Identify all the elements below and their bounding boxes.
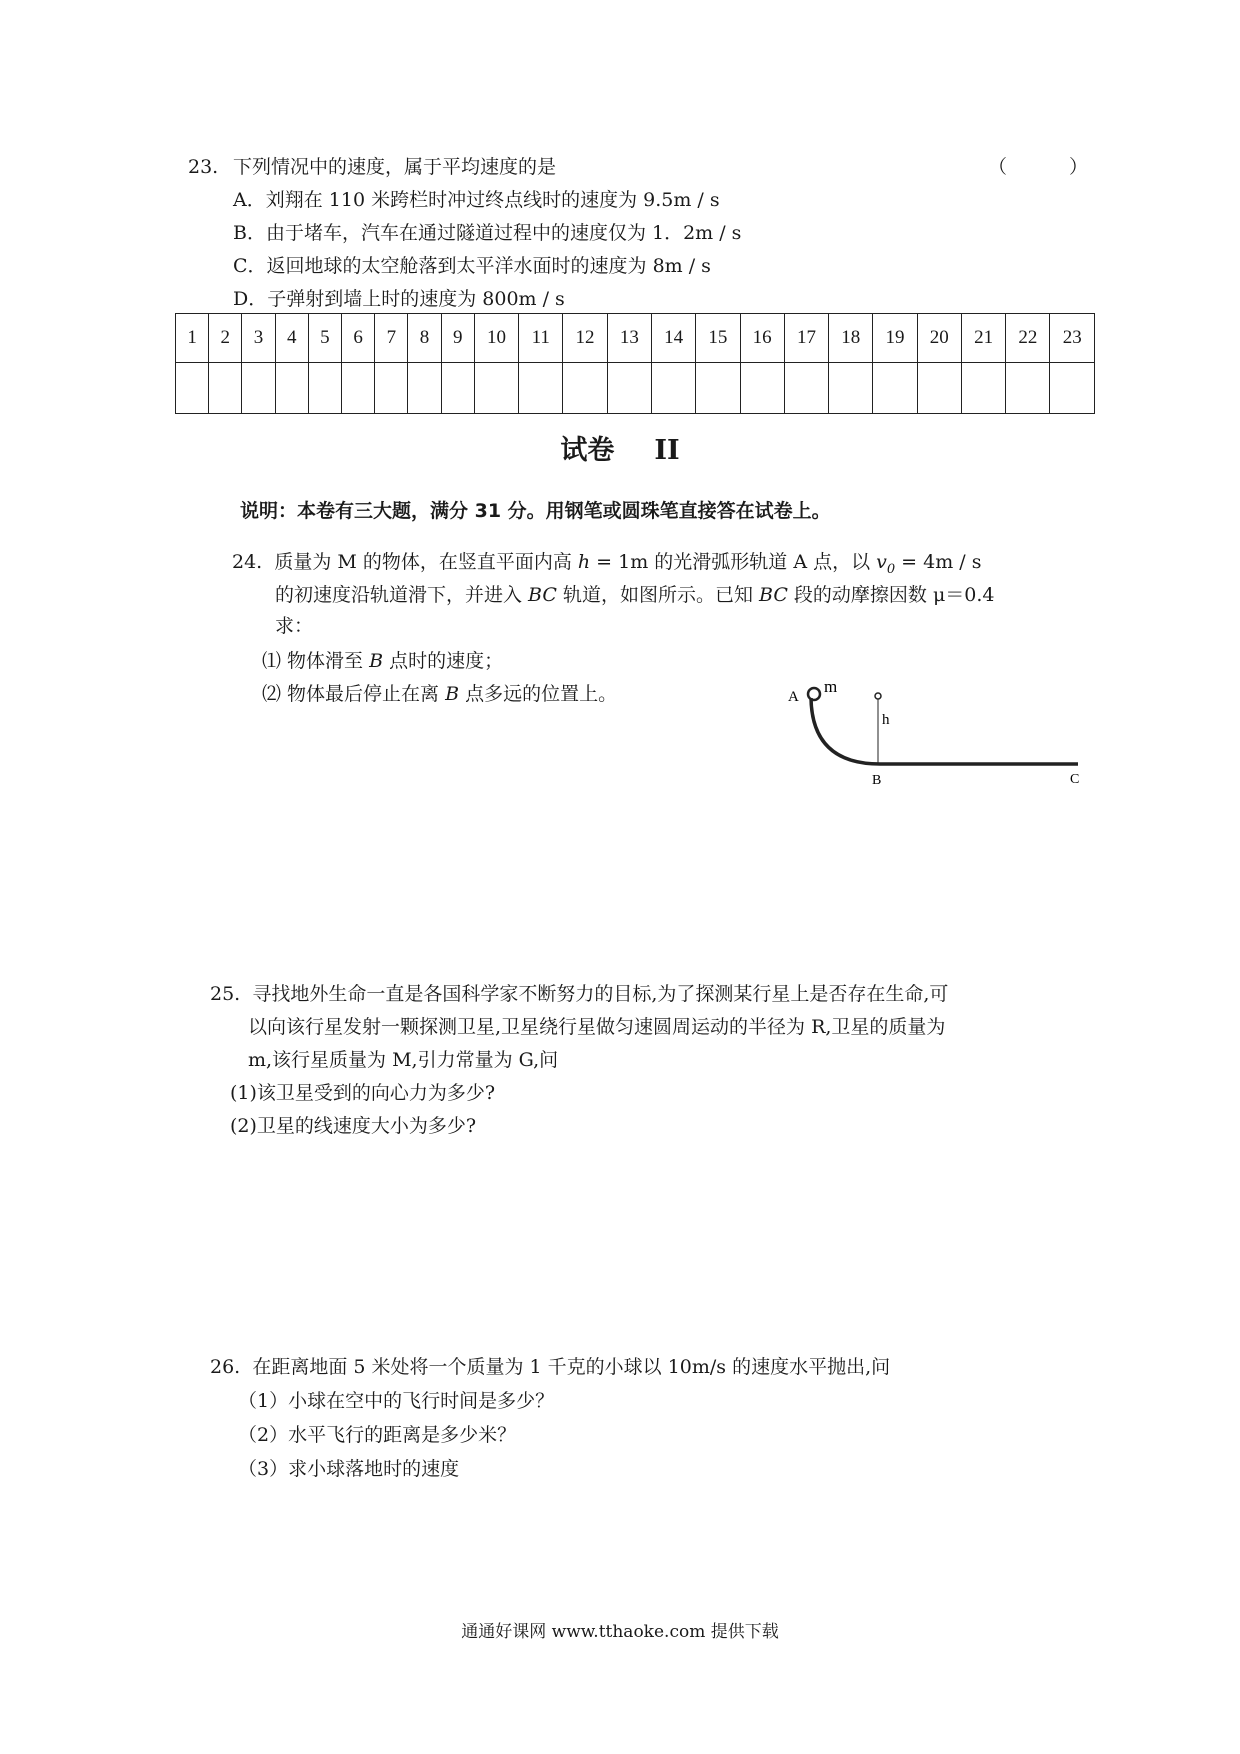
answer-cell[interactable] [651,363,695,414]
answer-cell[interactable] [696,363,740,414]
answer-cell[interactable] [176,363,209,414]
section-note-label: 说明： [240,500,298,522]
q25-line3: m,该行星质量为 M,引力常量为 G,问 [248,1049,559,1071]
answer-table-header-cell: 11 [519,314,563,363]
answer-table-header-cell: 22 [1006,314,1050,363]
q26-sub1: （1）小球在空中的飞行时间是多少？ [238,1390,555,1412]
section-title-text: 试卷 [560,435,615,466]
mass-ball-icon [808,688,820,700]
answer-table-header-cell: 14 [651,314,695,363]
q25-sub1: (1)该卫星受到的向心力为多少? [230,1082,496,1104]
q24-text: 段的动摩擦因数 μ＝0.4 [787,584,995,606]
section-title-roman: II [654,435,680,466]
answer-table-header-cell: 19 [873,314,917,363]
q23-number: 23. [188,156,219,178]
q26-stem: 在距离地面 5 米处将一个质量为 1 千克的小球以 10m/s 的速度水平抛出,问 [252,1356,891,1378]
answer-table-header-cell: 7 [375,314,408,363]
answer-cell[interactable] [784,363,828,414]
answer-table-header-cell: 18 [829,314,873,363]
answer-table [175,313,1095,414]
q24-var-bc: BC [528,584,557,606]
answer-table-header-cell: 12 [563,314,607,363]
answer-cell[interactable] [740,363,784,414]
curved-track [811,698,880,764]
q24-var-v: v [876,551,887,573]
answer-cell[interactable] [408,363,441,414]
q23-option-b: B．由于堵车，汽车在通过隧道过程中的速度仅为 1．2m / s [233,222,742,244]
answer-table-header-cell: 1 [176,314,209,363]
answer-table-header-cell: 13 [607,314,651,363]
answer-table-header-cell: 16 [740,314,784,363]
q26-line1 [210,1356,890,1379]
q23-option-c: C．返回地球的太空舱落到太平洋水面时的速度为 8m / s [233,255,711,277]
answer-cell[interactable] [519,363,563,414]
answer-table-header-cell: 10 [474,314,518,363]
q24-var-v-sub: 0 [886,561,896,577]
answer-cell[interactable] [242,363,275,414]
answer-cell[interactable] [308,363,341,414]
q23-option-d: D．子弹射到墙上时的速度为 800m / s [233,288,565,310]
q24-line3: 求： [275,615,314,637]
q24-text: ⑴ 物体滑至 [262,650,370,672]
answer-table-header-cell: 5 [308,314,341,363]
q24-text: = 4m / s [895,551,982,573]
q24-sub1 [262,650,503,673]
answer-cell[interactable] [961,363,1005,414]
q24-text: 的初速度沿轨道滑下，并进入 [275,584,529,606]
q26-sub3: （3）求小球落地时的速度 [238,1458,460,1480]
answer-table-header-cell: 8 [408,314,441,363]
q26-number: 26. [210,1356,241,1378]
label-c: C [1070,772,1080,787]
height-marker-icon [875,693,881,699]
q24-text: 轨道，如图所示。已知 [556,584,759,606]
q23-option-a: A．刘翔在 110 米跨栏时冲过终点线时的速度为 9.5m / s [233,189,720,211]
track-diagram [780,668,1100,798]
answer-table-header-cell: 15 [696,314,740,363]
answer-table-header-cell: 21 [961,314,1005,363]
q26-sub2: （2）水平飞行的距离是多少米？ [238,1424,517,1446]
answer-cell[interactable] [1050,363,1095,414]
label-h: h [882,712,890,728]
label-b: B [872,773,882,788]
section-title [0,428,1240,467]
answer-table-header-cell: 3 [242,314,275,363]
answer-table-answer-row [176,363,1095,414]
answer-cell[interactable] [563,363,607,414]
answer-cell[interactable] [275,363,308,414]
answer-cell[interactable] [1006,363,1050,414]
q23-answer-bracket: （ ） [988,156,1117,178]
section-note [240,500,831,523]
q24-text: 点时的速度； [383,650,504,672]
label-m: m [824,677,838,696]
answer-cell[interactable] [342,363,375,414]
answer-cell[interactable] [917,363,961,414]
answer-table-header-cell: 4 [275,314,308,363]
answer-cell[interactable] [829,363,873,414]
answer-table-header-cell: 17 [784,314,828,363]
q25-text: 寻找地外生命一直是各国科学家不断努力的目标,为了探测某行星上是否存在生命,可 [252,983,949,1005]
label-a: A [788,689,799,705]
q25-sub2: (2)卫星的线速度大小为多少? [230,1115,477,1137]
q24-var-b: B [369,650,384,672]
q24-sub2 [262,683,617,706]
answer-cell[interactable] [873,363,917,414]
answer-table-header-cell: 23 [1050,314,1095,363]
q24-number: 24. [232,551,263,573]
answer-cell[interactable] [474,363,518,414]
answer-table-header-cell: 20 [917,314,961,363]
q24-var-b: B [445,683,460,705]
q23-stem: 下列情况中的速度，属于平均速度的是 [233,156,557,178]
q24-text: = 1m 的光滑弧形轨道 A 点，以 [590,551,877,573]
q25-number: 25. [210,983,241,1005]
answer-cell[interactable] [375,363,408,414]
q24-line2 [275,584,995,607]
q24-line1 [232,551,981,577]
q24-text: 点多远的位置上。 [459,683,618,705]
answer-table-header-cell: 6 [342,314,375,363]
section-note-text: 本卷有三大题，满分 31 分。用钢笔或圆珠笔直接答在试卷上。 [297,500,831,522]
q24-text: ⑵ 物体最后停止在离 [262,683,446,705]
answer-table-header-cell: 2 [209,314,242,363]
q25-line2: 以向该行星发射一颗探测卫星,卫星绕行星做匀速圆周运动的半径为 R,卫星的质量为 [248,1016,946,1038]
q24-var-h: h [577,551,591,573]
answer-table-header-cell: 9 [441,314,474,363]
answer-table-header-row [176,314,1095,363]
answer-cell[interactable] [441,363,474,414]
answer-cell[interactable] [209,363,242,414]
answer-cell[interactable] [607,363,651,414]
page-footer: 通通好课网 www.tthaoke.com 提供下载 [461,1622,779,1642]
q24-text: 质量为 M 的物体，在竖直平面内高 [274,551,578,573]
q24-var-bc: BC [759,584,788,606]
q25-line1 [210,983,948,1006]
